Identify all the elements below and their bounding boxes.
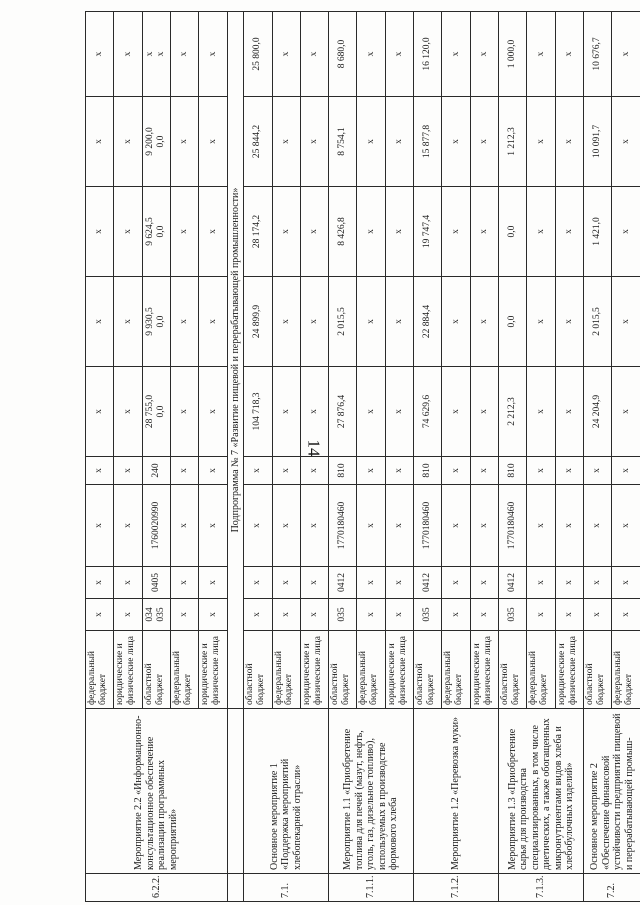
value-year1: х: [114, 277, 142, 367]
code-grbs: х: [272, 599, 300, 631]
code-rz: х: [86, 567, 114, 599]
code-vr: х: [244, 457, 272, 485]
code-rz: х: [199, 567, 227, 599]
value-year4: х: [612, 12, 640, 97]
code-csr: 1770180460: [329, 485, 357, 567]
value-year1: х: [442, 277, 470, 367]
value-year2: х: [527, 187, 555, 277]
value-total: х: [300, 367, 328, 457]
code-grbs: х: [584, 599, 612, 631]
code-csr: х: [470, 485, 498, 567]
value-year4: х: [442, 12, 470, 97]
budget-table: [85, 11, 640, 902]
value-total: х: [272, 367, 300, 457]
code-grbs: х: [199, 599, 227, 631]
value-total: х: [527, 367, 555, 457]
value-year3: х: [86, 97, 114, 187]
funding-source: областной бюджет: [244, 631, 272, 709]
measure-name: Мероприятие 1.1 «Приобретение топлива для печей (мазут, нефть, уголь, газ, дизельное топливо), используемых в производстве формового хлеба: [329, 709, 414, 874]
value-year3: х: [272, 97, 300, 187]
funding-source: федеральный бюджет: [527, 631, 555, 709]
value-year3: 10 091,7: [584, 97, 612, 187]
table-row: [499, 12, 527, 902]
code-rz: х: [555, 567, 583, 599]
value-total: 27 876,4: [329, 367, 357, 457]
value-year1: х: [86, 277, 114, 367]
funding-source: юридические и физические лица: [199, 631, 227, 709]
value-year3: х: [442, 97, 470, 187]
value-year4: 25 800,0: [244, 12, 272, 97]
funding-source: областной бюджет: [329, 631, 357, 709]
value-year3: 9 200,0 0,0: [142, 97, 170, 187]
code-vr: 810: [329, 457, 357, 485]
subprogram-row: [227, 12, 244, 902]
code-grbs: 035: [329, 599, 357, 631]
value-year2: 1 421,0: [584, 187, 612, 277]
code-grbs: х: [114, 599, 142, 631]
value-year3: х: [385, 97, 413, 187]
value-year4: х: [555, 12, 583, 97]
value-year3: х: [114, 97, 142, 187]
value-year3: х: [555, 97, 583, 187]
funding-source: юридические и физические лица: [470, 631, 498, 709]
code-rz: х: [470, 567, 498, 599]
code-grbs: 035: [414, 599, 442, 631]
value-total: х: [442, 367, 470, 457]
funding-source: федеральный бюджет: [272, 631, 300, 709]
code-vr: 240: [142, 457, 170, 485]
value-year4: х: [86, 12, 114, 97]
value-year2: х: [272, 187, 300, 277]
row-number: 7.1.: [244, 874, 329, 902]
page-number: 14: [304, 439, 324, 457]
table-body: [86, 12, 640, 902]
value-year4: х: [199, 12, 227, 97]
code-csr: 1770180460: [414, 485, 442, 567]
code-vr: х: [527, 457, 555, 485]
code-csr: х: [555, 485, 583, 567]
value-year4: х: [272, 12, 300, 97]
code-rz: х: [527, 567, 555, 599]
code-rz: 0412: [499, 567, 527, 599]
row-number: 6.2.2.: [86, 874, 228, 902]
rotated-page: [85, 12, 640, 902]
code-rz: 0412: [329, 567, 357, 599]
code-grbs: х: [86, 599, 114, 631]
value-year2: х: [612, 187, 640, 277]
value-year1: х: [385, 277, 413, 367]
value-year4: х: [357, 12, 385, 97]
code-rz: х: [300, 567, 328, 599]
code-vr: х: [470, 457, 498, 485]
code-grbs: х: [244, 599, 272, 631]
code-rz: х: [114, 567, 142, 599]
subprogram-spacer: [227, 709, 244, 874]
value-year1: х: [170, 277, 198, 367]
measure-name: Мероприятие 2.2 «Информационно-консультационное обеспечение реализации программных мероприятий»: [86, 709, 228, 874]
code-rz: х: [442, 567, 470, 599]
funding-source: федеральный бюджет: [442, 631, 470, 709]
value-year4: х: [170, 12, 198, 97]
code-rz: х: [244, 567, 272, 599]
table-row: [329, 12, 357, 902]
row-number: 7.1.2.: [414, 874, 499, 902]
value-year3: х: [527, 97, 555, 187]
row-number: 7.1.3.: [499, 874, 584, 902]
value-year3: х: [170, 97, 198, 187]
value-year4: х: [470, 12, 498, 97]
code-csr: х: [86, 485, 114, 567]
code-grbs: х: [470, 599, 498, 631]
code-csr: х: [527, 485, 555, 567]
code-csr: х: [199, 485, 227, 567]
funding-source: юридические и физические лица: [114, 631, 142, 709]
funding-source: областной бюджет: [499, 631, 527, 709]
value-year1: 24 899,9: [244, 277, 272, 367]
funding-source: юридические и физические лица: [385, 631, 413, 709]
code-grbs: 035: [499, 599, 527, 631]
code-csr: х: [612, 485, 640, 567]
code-csr: 1760020990: [142, 485, 170, 567]
code-grbs: х: [527, 599, 555, 631]
code-grbs: х: [385, 599, 413, 631]
value-year1: х: [555, 277, 583, 367]
row-number: 7.1.1.: [329, 874, 414, 902]
code-rz: х: [385, 567, 413, 599]
value-year3: 8 754,1: [329, 97, 357, 187]
code-csr: х: [272, 485, 300, 567]
value-year2: х: [555, 187, 583, 277]
code-csr: х: [114, 485, 142, 567]
code-rz: х: [170, 567, 198, 599]
subprogram-title: Подпрограмма № 7 «Развитие пищевой и перерабатывающей промышленности»: [227, 12, 244, 709]
code-rz: х: [272, 567, 300, 599]
value-year2: х: [470, 187, 498, 277]
value-year2: 19 747,4: [414, 187, 442, 277]
value-year3: х: [612, 97, 640, 187]
row-number: 7.2.: [584, 874, 640, 902]
value-total: х: [357, 367, 385, 457]
value-year4: х: [300, 12, 328, 97]
code-rz: х: [357, 567, 385, 599]
measure-name: Основное мероприятие 1 «Поддержка мероприятий хлебопекарной отрасли»: [244, 709, 329, 874]
value-year1: х: [199, 277, 227, 367]
value-year1: х: [300, 277, 328, 367]
table-row: [86, 12, 114, 902]
code-rz: 0405: [142, 567, 170, 599]
value-year2: х: [385, 187, 413, 277]
value-year2: х: [170, 187, 198, 277]
funding-source: федеральный бюджет: [86, 631, 114, 709]
value-year3: 1 212,3: [499, 97, 527, 187]
code-csr: х: [385, 485, 413, 567]
value-total: х: [170, 367, 198, 457]
funding-source: федеральный бюджет: [357, 631, 385, 709]
value-year4: 8 680,0: [329, 12, 357, 97]
code-vr: х: [357, 457, 385, 485]
value-year3: 25 844,2: [244, 97, 272, 187]
measure-name: Мероприятие 1.3 «Приобретение сырья для производства специализированных, в том числе диетических, а также обогащенных микронутриентами видов хлеба и хлебобулочных изделий»: [499, 709, 584, 874]
value-year4: х х: [142, 12, 170, 97]
code-grbs: х: [555, 599, 583, 631]
code-grbs: х: [442, 599, 470, 631]
code-vr: х: [272, 457, 300, 485]
value-total: х: [199, 367, 227, 457]
value-year2: 8 426,8: [329, 187, 357, 277]
value-total: 2 212,3: [499, 367, 527, 457]
code-grbs: х: [300, 599, 328, 631]
value-year1: х: [612, 277, 640, 367]
value-year1: 2 015,5: [329, 277, 357, 367]
value-year3: х: [470, 97, 498, 187]
value-year1: х: [272, 277, 300, 367]
code-rz: х: [612, 567, 640, 599]
table-row: [584, 12, 612, 902]
value-year1: х: [470, 277, 498, 367]
code-vr: х: [114, 457, 142, 485]
value-total: х: [385, 367, 413, 457]
code-vr: 810: [414, 457, 442, 485]
code-rz: х: [584, 567, 612, 599]
value-year3: х: [357, 97, 385, 187]
code-vr: х: [442, 457, 470, 485]
table-row: [414, 12, 442, 902]
code-grbs: х: [170, 599, 198, 631]
code-csr: х: [170, 485, 198, 567]
code-vr: 810: [499, 457, 527, 485]
value-total: 28 755,0 0,0: [142, 367, 170, 457]
code-vr: х: [385, 457, 413, 485]
value-total: 24 204,9: [584, 367, 612, 457]
code-csr: х: [244, 485, 272, 567]
value-year1: 22 884,4: [414, 277, 442, 367]
funding-source: федеральный бюджет: [612, 631, 640, 709]
funding-source: федеральный бюджет: [170, 631, 198, 709]
code-csr: 1770180460: [499, 485, 527, 567]
value-year4: х: [385, 12, 413, 97]
value-year4: 10 676,7: [584, 12, 612, 97]
value-year3: х: [199, 97, 227, 187]
code-vr: х: [300, 457, 328, 485]
measure-name: Основное мероприятие 2 «Обеспечение финансовой устойчивости предприятий пищевой и перерабатывающей промыш-: [584, 709, 640, 874]
value-year2: х: [357, 187, 385, 277]
value-year3: 15 877,8: [414, 97, 442, 187]
code-vr: х: [86, 457, 114, 485]
value-year2: 28 174,2: [244, 187, 272, 277]
code-grbs: 034 035: [142, 599, 170, 631]
code-csr: х: [357, 485, 385, 567]
value-year1: х: [527, 277, 555, 367]
funding-source: областной бюджет: [142, 631, 170, 709]
funding-source: юридические и физические лица: [300, 631, 328, 709]
value-year2: 0,0: [499, 187, 527, 277]
code-grbs: х: [357, 599, 385, 631]
value-year1: 0,0: [499, 277, 527, 367]
code-vr: х: [199, 457, 227, 485]
code-vr: х: [584, 457, 612, 485]
value-year2: х: [114, 187, 142, 277]
value-year1: 9 930,5 0,0: [142, 277, 170, 367]
value-year1: х: [357, 277, 385, 367]
code-vr: х: [612, 457, 640, 485]
value-year4: х: [527, 12, 555, 97]
subprogram-spacer: [227, 874, 244, 902]
value-total: 104 718,3: [244, 367, 272, 457]
measure-name: Мероприятие 1.2 «Перевозка муки»: [414, 709, 499, 874]
value-year2: х: [86, 187, 114, 277]
code-csr: х: [442, 485, 470, 567]
code-rz: 0412: [414, 567, 442, 599]
code-grbs: х: [612, 599, 640, 631]
funding-source: областной бюджет: [414, 631, 442, 709]
funding-source: областной бюджет: [584, 631, 612, 709]
value-total: х: [470, 367, 498, 457]
value-year2: х: [300, 187, 328, 277]
value-year3: х: [300, 97, 328, 187]
value-total: х: [86, 367, 114, 457]
value-total: х: [555, 367, 583, 457]
code-vr: х: [555, 457, 583, 485]
value-year2: 9 624,5 0,0: [142, 187, 170, 277]
value-year1: 2 015,5: [584, 277, 612, 367]
code-vr: х: [170, 457, 198, 485]
code-csr: х: [584, 485, 612, 567]
table-row: [244, 12, 272, 902]
value-year2: х: [442, 187, 470, 277]
value-year2: х: [199, 187, 227, 277]
value-year4: 16 120,0: [414, 12, 442, 97]
value-total: х: [612, 367, 640, 457]
code-csr: х: [300, 485, 328, 567]
value-year4: 1 000,0: [499, 12, 527, 97]
value-total: 74 629,6: [414, 367, 442, 457]
value-year4: х: [114, 12, 142, 97]
value-total: х: [114, 367, 142, 457]
funding-source: юридические и физические лица: [555, 631, 583, 709]
